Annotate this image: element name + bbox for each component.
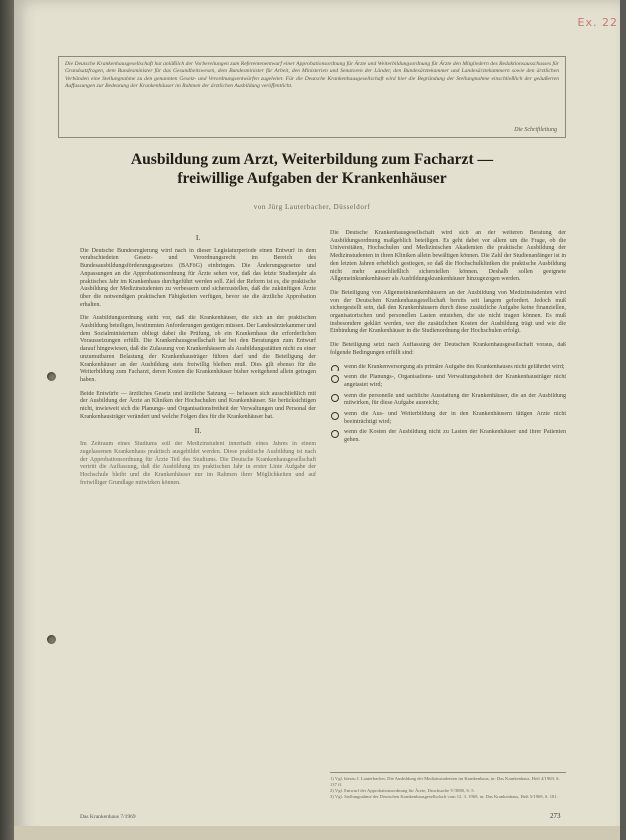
list-item: wenn die Planungs-, Organisations- und Verwaltungshoheit der Krankenhausträger nicht angetastet wird; — [330, 374, 566, 389]
list-item: wenn die Kosten der Ausbildung nicht zu Lasten der Krankenhäuser und ihrer Patienten gehen. — [330, 429, 566, 444]
article-title-line-2: freiwillige Aufgaben der Krankenhäuser — [177, 170, 447, 187]
page-bottom-strip — [14, 826, 620, 840]
footnote: 1) Vgl. hierzu J. Lauterbacher, Die Ausbildung der Medizinstudenten im Krankenhaus, in: Das Krankenhaus, Heft 4/1969, S. 137 ff. — [330, 776, 560, 787]
left-column — [80, 230, 316, 493]
paragraph: Die Beteiligung setzt nach Auffassung der Deutschen Krankenhausgesellschaft voraus, daß folgende Bedingungen erfüllt sind: — [330, 342, 566, 356]
article-author: von Jürg Lauterbacher, Düsseldorf — [253, 203, 371, 211]
footnote: 3) Vgl. Stellungnahme der Deutschen Krankenhausgesellschaft vom 12. 3. 1969, in: Das Krankenhaus, Heft 5/1969, S. 181. — [330, 794, 558, 799]
paragraph: Im Zeitraum eines Studiums soll der Medizinstudent innerhalb eines Jahres in einem zugelassenen Krankenhaus praktisch ausgebildet werden. Diese praktische Ausbildung ist nach der Approbationsordnung für Ärzte Teil des Studiums. Die Deutsche Krankenhausgesellschaft vertritt die Auffassung, daß die Ausbildung im praktischen Jahr in erster Linie Aufgabe der Hochschule bleibt und die Krankenhäuser nur im Rahmen ihrer Möglichkeiten und auf freiwilliger Grundlage mitwirken können. — [80, 441, 316, 486]
punch-hole-icon — [47, 372, 56, 381]
editor-note-box — [58, 56, 566, 138]
punch-hole-icon — [47, 635, 56, 644]
section-heading-2: II. — [194, 426, 202, 436]
paragraph: Die Deutsche Bundesregierung wird nach in dieser Legislaturperiode einen Entwurf in dem verabschiedeten Gesetz- und Verordnungsrecht im Bereich des Bundesausbildungsförderungsgesetzes (BAFöG) einbringen. Die Änderungsgesetze und Anpassungen an die Approbationsordnung für Ärzte sehen vor, daß das letzte Studienjahr als praktisches Jahr im Krankenhaus durchgeführt werden soll. Ziel der Reform ist es, die praktische Ausbildung der Medizinstudenten zu verbessern und sicherzustellen, daß die zukünftigen Ärzte über die notwendigen praktischen Fähigkeiten verfügen, bevor sie die ärztliche Approbation erhalten. — [80, 247, 316, 308]
archive-stamp: Ex. 22 — [577, 16, 618, 29]
footer-journal: Das Krankenhaus 7/1969 — [80, 814, 136, 820]
paragraph: Die Deutsche Krankenhausgesellschaft wird sich an der weiteren Beratung der Ausbildungsordnung maßgeblich beteiligen. Es geht dabei vor allem um die Frage, ob die Universitäten, Hochschulen und Medizinischen Akademien die praktische Ausbildung der Medizinstudenten in ihren Kliniken allein bewältigen können. Die Zahl der Studienanfänger ist in den letzten Jahren erheblich gestiegen, so daß die Hochschulkliniken die praktische Ausbildung nicht mehr ausschließlich sicherstellen können. Deshalb sollen geeignete Allgemeinkrankenhäuser als Ausbildungskrankenhäuser hinzugezogen werden. — [330, 230, 566, 283]
paragraph: Die Beteiligung von Allgemeinkrankenhäusern an der Ausbildung von Medizinstudenten wird von der Deutschen Krankenhausgesellschaft bereits seit langem gefordert. Jedoch muß sichergestellt sein, daß den Krankenhäusern durch diese zusätzliche Aufgabe keine finanziellen, organisatorischen und personellen Lasten entstehen, die sie nicht tragen können. Es muß insbesondere geklärt werden, wer die zusätzlichen Kosten der Ausbildung trägt und wie die Einbindung der Krankenhäuser in die Studienordnung der Hochschulen erfolgt. — [330, 289, 566, 335]
conditions-list — [330, 364, 566, 445]
paragraph: Beide Entwürfe — ärztliches Gesetz und ärztliche Satzung — befassen sich ausschließlich mit der Ausbildung der Ärzte an Kliniken der Hochschulen und Krankenhäuser. Sie berücksichtigen nicht, inwieweit sich die Planungs- und Organisationsfreiheit der Verwaltungen und Personal der Krankenhausträger verändert und welche Folgen dies für die Krankenhäuser hat. — [80, 390, 316, 420]
list-item: wenn die Aus- und Weiterbildung der in den Krankenhäusern tätigen Ärzte nicht beeinträchtigt wird; — [330, 411, 566, 426]
article-title-line-1: Ausbildung zum Arzt, Weiterbildung zum Facharzt — — [130, 151, 494, 168]
list-item: wenn die personelle und sachliche Ausstattung der Krankenhäuser, die an der Ausbildung mitwirken, für diese Aufgabe ausreicht; — [330, 393, 566, 408]
footnotes — [330, 772, 566, 800]
editor-note-text: Die Deutsche Krankenhausgesellschaft hat anläßlich der Vorbereitungen zum Referentenentwurf einer Approbationsordnung für Ärzte und Weiterbildungsordnung für Ärzte den Mitgliedern des Redaktionsausschusses für Grundsatzfragen, dem Bundesminister für das Gesundheitswesen, dem Bundesminister für Arbeit, den Ministerien und Senatoren der Länder, den Bundesärztekammer und Landesärztekammern sowie den ärztlichen Verbänden eine Stellungnahme zu den genannten Gesetz- und Verordnungsentwürfen zugeleitet. Für die Deutsche Krankenhausgesellschaft wird hier die Begründung der Stellungnahme einschließlich der geäußerten Auffassungen zur Bedeutung der Krankenhäuser im Rahmen der ärztlichen Ausbildung veröffentlicht. — [65, 61, 559, 90]
paragraph: Die Ausbildungsordnung sieht vor, daß die Krankenhäuser, die sich an der praktischen Ausbildung beteiligen, bestimmten Anforderungen genügen müssen. Der Landesärztekammer und dem Sozialministerium obliegt dabei die Prüfung, ob ein Krankenhaus die erforderlichen Voraussetzungen erfüllt. Die Krankenhausgesellschaft hat bei den Beratungen zum Entwurf darauf hingewiesen, daß die Zulassung von Krankenhäusern als Ausbildungsstätten nicht zu einer unzumutbaren Belastung der Krankenhausträger führen darf und die Beteiligung der Krankenhäuser an der Ausbildung stets freiwillig bleiben muß. Dies gilt ebenso für die Weiterbildung zum Facharzt, deren Kosten die Krankenhäuser bisher weitgehend allein getragen haben. — [80, 315, 316, 383]
article-title — [60, 150, 564, 188]
list-item: wenn die Krankenversorgung als primäre Aufgabe des Krankenhauses nicht gefährdet wird; — [330, 364, 566, 372]
footnote: 2) Vgl. Entwurf der Approbationsordnung für Ärzte, Drucksache V/3880, S. 5. — [330, 788, 475, 793]
right-column — [330, 230, 566, 448]
scan-edge — [0, 0, 14, 840]
section-heading-1: I. — [195, 233, 201, 242]
page-number: 273 — [550, 812, 561, 820]
editor-note-signature: Die Schriftleitung — [514, 126, 557, 133]
